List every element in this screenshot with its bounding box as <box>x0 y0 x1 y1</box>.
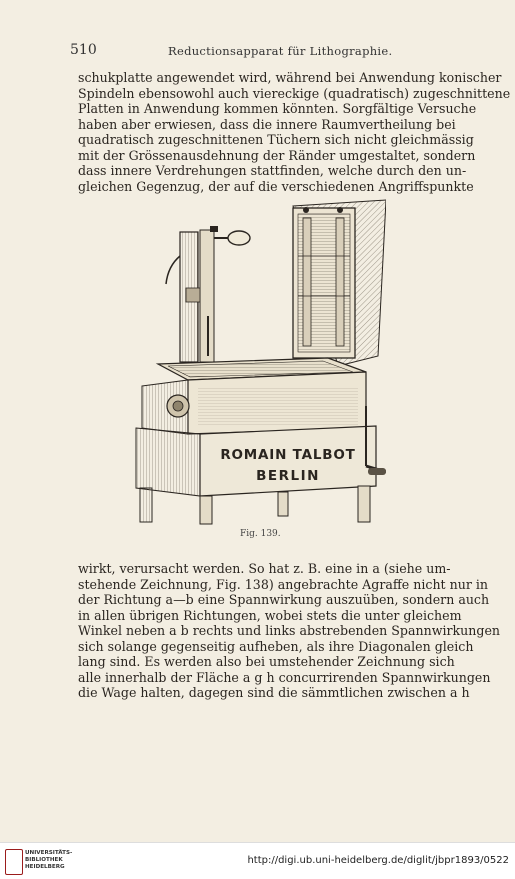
paragraph-top <box>78 70 511 194</box>
text-line: schukplatte angewendet wird, während bei Anwendung konischer <box>78 70 502 85</box>
text-line: mit der Grössenausdehnung der Ränder umgestaltet, sondern <box>78 147 476 163</box>
text-line: quadratisch zugeschnittenen Tüchern sich nicht gleichmässig <box>78 132 474 147</box>
logo-text-line: BIBLIOTHEK <box>25 857 63 863</box>
nameplate-line-2: BERLIN <box>256 468 320 484</box>
paragraph-bottom <box>78 561 501 701</box>
text-line: stehende Zeichnung, Fig. 138) angebrachte Agraffe nicht nur in <box>78 576 488 592</box>
text-line: die Wage halten, dagegen sind die sämmtlichen zwischen a h <box>78 685 470 700</box>
text-line: wirkt, verursacht werden. So hat z. B. eine in a (siehe um- <box>78 561 451 576</box>
figure-reduction-apparatus <box>128 196 386 526</box>
text-line: alle innerhalb der Fläche a g h concurrirenden Spannwirkungen <box>78 669 491 685</box>
text-line: Spindeln ebensowohl auch viereckige (quadratisch) zugeschnittene <box>78 85 511 101</box>
text-line: lang sind. Es werden also bei umstehender Zeichnung sich <box>78 654 455 669</box>
university-library-logo[interactable] <box>5 849 75 875</box>
text-line: sich solange gegenseitig aufheben, als ihre Diagonalen gleich <box>78 638 474 654</box>
text-line: Platten in Anwendung kommen könnten. Sorgfältige Versuche <box>78 101 477 116</box>
logo-text-line: UNIVERSITÄTS- <box>25 850 73 856</box>
text-line: der Richtung a—b eine Spannwirkung auszuüben, sondern auch <box>78 592 490 607</box>
running-header <box>70 42 462 60</box>
nameplate-line-1: ROMAIN TALBOT <box>220 447 356 463</box>
source-url-link[interactable]: http://digi.ub.uni-heidelberg.de/diglit/jbpr1893/0522 <box>247 855 509 866</box>
text-line: haben aber erwiesen, dass die innere Raumvertheilung bei <box>78 116 456 132</box>
library-emblem-icon <box>5 849 23 875</box>
viewer-footer <box>0 842 515 879</box>
text-line: dass innere Verdrehungen stattfinden, welche durch den un- <box>78 163 467 178</box>
figure-caption: Fig. 139. <box>240 529 281 539</box>
logo-text-line: HEIDELBERG <box>25 864 65 870</box>
reduction-apparatus-illustration <box>128 196 386 526</box>
text-line: gleichen Gegenzug, der auf die verschiedenen Angriffspunkte <box>78 178 474 194</box>
logo-text <box>25 850 72 871</box>
running-title: Reductionsapparat für Lithographie. <box>168 44 393 58</box>
text-line: Winkel neben a b rechts und links abstrebenden Spannwirkungen <box>78 623 501 638</box>
text-line: in allen übrigen Richtungen, wobei stets die unter gleichem <box>78 607 462 623</box>
page-number: 510 <box>70 42 97 58</box>
